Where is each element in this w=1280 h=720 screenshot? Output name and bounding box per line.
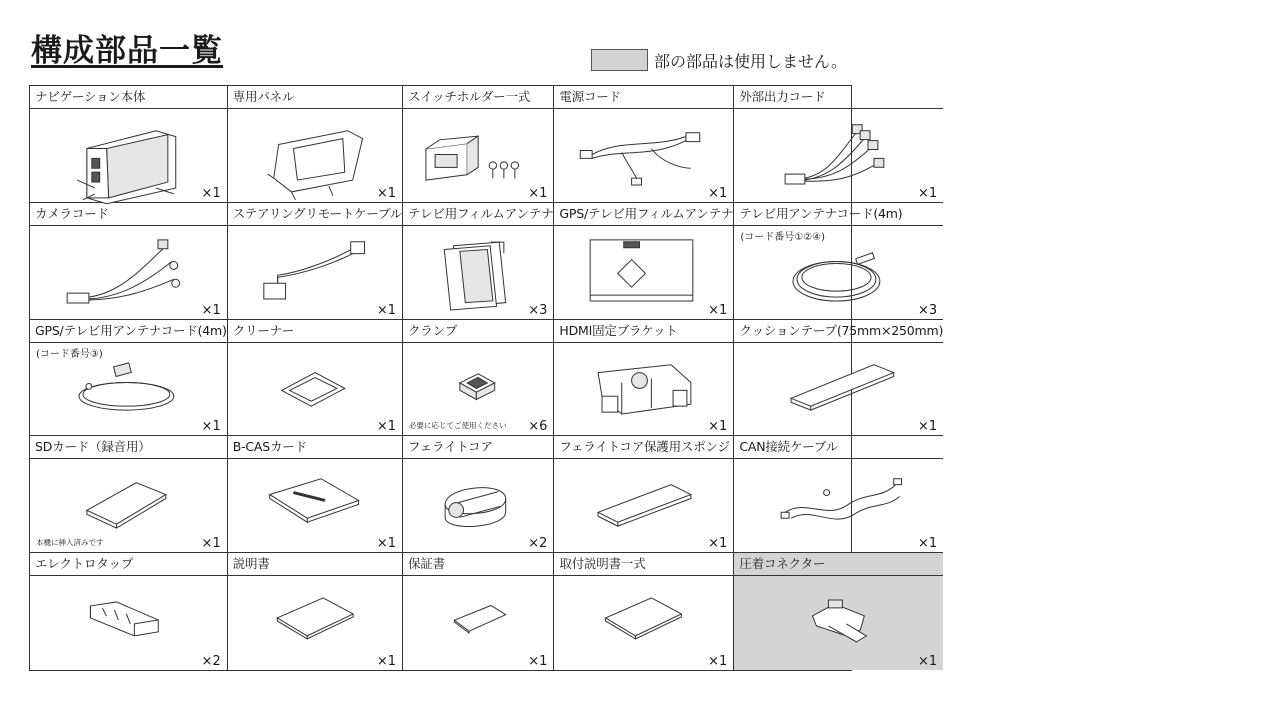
part-cell-manual — [228, 553, 403, 670]
part-quantity: ×2 — [528, 536, 548, 552]
part-quantity: ×1 — [376, 185, 397, 201]
part-quantity: ×1 — [376, 536, 397, 552]
part-cell-navigation-unit — [30, 86, 228, 203]
part-quantity: ×2 — [201, 654, 221, 669]
part-quantity: ×1 — [708, 654, 728, 669]
part-body — [554, 343, 733, 436]
part-quantity: ×1 — [708, 302, 728, 318]
legend-text: 部の部品は使用しません。 — [654, 51, 847, 71]
part-cell-warranty — [403, 553, 554, 670]
part-name: ナビゲーション本体 — [30, 86, 227, 109]
part-quantity: ×1 — [201, 536, 221, 552]
part-note-bottom: 本機に挿入済みです — [36, 538, 104, 548]
part-body — [30, 343, 227, 436]
part-quantity: ×1 — [528, 654, 548, 669]
part-body — [554, 109, 733, 202]
part-cell-film-antenna — [403, 203, 554, 320]
part-quantity: ×1 — [201, 185, 221, 201]
part-quantity: ×1 — [201, 419, 221, 435]
part-quantity: ×3 — [917, 302, 938, 318]
part-body — [734, 226, 943, 319]
install-manual-icon — [554, 576, 733, 670]
part-name: フェライトコア保護用スポンジ — [554, 436, 733, 459]
part-quantity: ×1 — [376, 654, 397, 669]
part-quantity: ×1 — [917, 185, 938, 201]
crimp-connector-icon — [734, 576, 943, 670]
sponge-icon — [554, 459, 733, 552]
part-name: 電源コード — [554, 86, 733, 109]
part-body — [228, 576, 402, 670]
part-name: エレクトロタップ — [30, 553, 227, 576]
part-cell-switch-holder — [403, 86, 554, 203]
part-cell-bcas-card — [228, 436, 403, 553]
part-name: CAN接続ケーブル — [734, 436, 943, 459]
part-name: カメラコード — [30, 203, 227, 226]
part-body — [30, 226, 227, 319]
part-cell-cushion-tape — [734, 320, 943, 437]
part-name: スイッチホルダー一式 — [403, 86, 553, 109]
part-body — [734, 343, 943, 436]
part-name: HDMI固定ブラケット — [554, 320, 733, 343]
part-quantity: ×1 — [917, 654, 938, 669]
part-quantity: ×1 — [917, 536, 938, 552]
part-quantity: ×1 — [376, 302, 397, 318]
part-body — [228, 459, 402, 552]
part-quantity: ×1 — [708, 185, 728, 201]
part-cell-gps-film-antenna — [554, 203, 734, 320]
part-body — [228, 109, 402, 202]
can-cable-icon — [734, 459, 943, 552]
part-body — [734, 576, 943, 670]
part-name: フェライトコア — [403, 436, 553, 459]
part-name: ステアリングリモートケーブル — [228, 203, 402, 226]
part-cell-crimp-connector — [734, 553, 943, 670]
cushion-tape-icon — [734, 343, 943, 436]
part-body — [403, 109, 553, 202]
part-body — [228, 226, 402, 319]
part-note-top: (コード番号①②④) — [740, 231, 826, 243]
part-body — [554, 576, 733, 670]
gps-film-antenna-icon — [554, 226, 733, 319]
part-name: SDカード（録音用） — [30, 436, 227, 459]
part-quantity: ×3 — [528, 302, 548, 318]
power-cord-icon — [554, 109, 733, 202]
navigation-unit-icon — [30, 109, 227, 202]
part-name: 保証書 — [403, 553, 553, 576]
part-body — [30, 109, 227, 202]
part-quantity: ×1 — [201, 302, 221, 318]
part-name: クリーナー — [228, 320, 402, 343]
camera-cord-icon — [30, 226, 227, 319]
parts-table — [29, 85, 944, 671]
part-cell-steering-cable — [228, 203, 403, 320]
part-quantity: ×1 — [917, 419, 938, 435]
part-body — [554, 459, 733, 552]
part-body — [554, 226, 733, 319]
part-body — [734, 459, 943, 552]
electro-tap-icon — [30, 576, 227, 670]
part-quantity: ×1 — [708, 419, 728, 435]
hdmi-bracket-icon — [554, 343, 733, 436]
part-cell-antenna-cord — [734, 203, 943, 320]
part-name: 専用パネル — [228, 86, 402, 109]
part-name: GPS/テレビ用フィルムアンテナ — [554, 203, 733, 226]
part-name: B-CASカード — [228, 436, 402, 459]
part-cell-sd-card — [30, 436, 228, 553]
part-cell-cleaner — [228, 320, 403, 437]
part-note-top: (コード番号③) — [36, 348, 103, 360]
part-cell-panel — [228, 86, 403, 203]
part-name: クランプ — [403, 320, 553, 343]
output-cord-icon — [734, 109, 943, 202]
page-title: 構成部品一覧 — [31, 33, 223, 69]
part-quantity: ×1 — [376, 419, 397, 435]
part-body — [403, 226, 553, 319]
part-quantity: ×6 — [528, 419, 548, 435]
part-cell-camera-cord — [30, 203, 228, 320]
part-quantity: ×1 — [528, 185, 548, 201]
part-cell-electro-tap — [30, 553, 228, 670]
part-quantity: ×1 — [708, 536, 728, 552]
part-body — [30, 459, 227, 552]
part-name: テレビ用アンテナコード(4m) — [734, 203, 943, 226]
part-cell-output-cord — [734, 86, 943, 203]
part-body — [403, 343, 553, 436]
part-name: 取付説明書一式 — [554, 553, 733, 576]
part-cell-install-manual — [554, 553, 734, 670]
part-name: GPS/テレビ用アンテナコード(4m) — [30, 320, 227, 343]
part-name: 外部出力コード — [734, 86, 943, 109]
part-cell-sponge — [554, 436, 734, 553]
part-name: 説明書 — [228, 553, 402, 576]
part-cell-hdmi-bracket — [554, 320, 734, 437]
legend-swatch — [591, 49, 648, 71]
part-name: 圧着コネクター — [734, 553, 943, 576]
part-cell-power-cord — [554, 86, 734, 203]
part-cell-can-cable — [734, 436, 943, 553]
part-note-bottom: 必要に応じてご使用ください — [409, 421, 507, 431]
part-body — [403, 459, 553, 552]
part-cell-gps-antenna-cord — [30, 320, 228, 437]
part-body — [228, 343, 402, 436]
part-name: テレビ用フィルムアンテナ — [403, 203, 553, 226]
part-body — [403, 576, 553, 670]
part-cell-clamp — [403, 320, 554, 437]
legend — [591, 48, 847, 72]
part-body — [30, 576, 227, 670]
part-cell-ferrite-core — [403, 436, 554, 553]
part-name: クッションテープ(75mm×250mm) — [734, 320, 943, 343]
part-body — [734, 109, 943, 202]
